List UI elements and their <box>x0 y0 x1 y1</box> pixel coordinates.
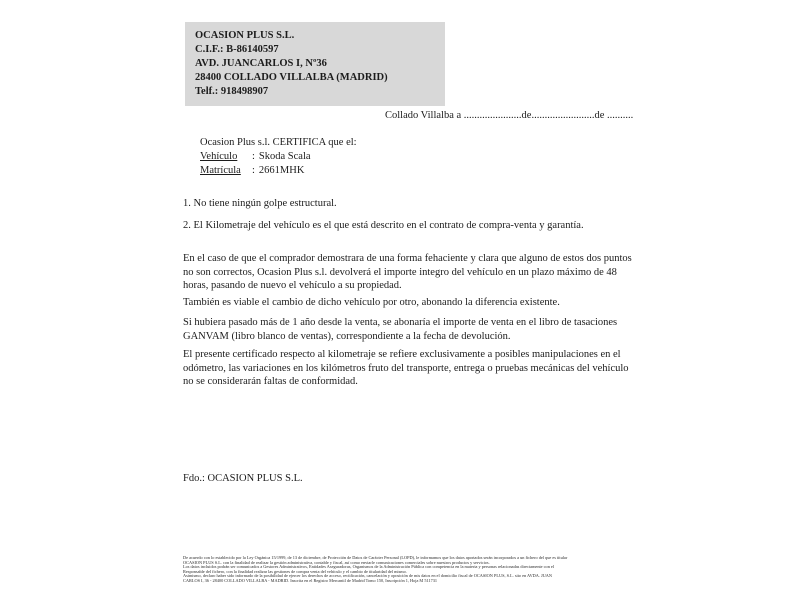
vehicle-separator: : <box>252 151 255 162</box>
point-structural: 1. No tiene ningún golpe estructural. <box>183 198 337 209</box>
company-city: 28400 COLLADO VILLALBA (MADRID) <box>195 72 388 83</box>
plate-value: 2661MHK <box>258 165 305 176</box>
paragraph-ganvam: Si hubiera pasado más de 1 año desde la venta, se abonaría el importe de venta en el libro de tasaciones GANVAM (libro blanco de ventas), correspondiente a la fecha de devolución. <box>183 317 618 342</box>
company-address: AVD. JUANCARLOS I, Nº36 <box>195 58 327 69</box>
point-mileage: 2. El Kilometraje del vehículo es el que está descrito en el contrato de compra-venta y garantía. <box>183 220 584 231</box>
certify-line: Ocasion Plus s.l. CERTIFICA que el: <box>200 137 357 148</box>
vehicle-value: Skoda Scala <box>258 151 311 162</box>
vehicle-label: Vehículo <box>200 151 238 162</box>
paragraph-exchange: También es viable el cambio de dicho vehículo por otro, abonando la diferencia existente. <box>183 297 560 308</box>
paragraph-refund: En el caso de que el comprador demostrara de una forma fehaciente y clara que alguno de estos dos puntos no son correctos, Ocasion Plus s.l. devolverá el importe integro del vehículo en un plazo máximo de 48 horas, pasando de nuevo el vehículo a su propiedad. <box>183 253 632 291</box>
company-phone: Telf.: 918498907 <box>195 86 269 97</box>
legal-fine-print <box>183 556 628 583</box>
company-name: OCASION PLUS S.L. <box>195 30 295 41</box>
certify-block <box>200 136 357 178</box>
vehicle-row <box>200 150 357 164</box>
plate-separator: : <box>252 165 255 176</box>
legal-line: CARLOS I, 36 - 28400 COLLADO VILLALBA - MADRID. Inscrita en el Registro Mercantil de Madrid Tomo 150, Inscripción 1, Hoja M 511731 <box>183 578 438 583</box>
legal-line: De acuerdo con lo establecido por la Ley Orgánica 15/1999, de 13 de diciembre, de Protección de Datos de Carácter Personal (LOPD), le informamos que los datos aportados serán incorporados a un fichero del que es titular <box>183 556 568 560</box>
plate-row <box>200 164 357 178</box>
letterhead-box <box>185 22 445 106</box>
legal-line: Los datos incluidos podrán ser comunicados a Gestores Administrativos, Entidades Aseguradoras, Organismos de la Administración Pública con competencia en la materia y personas relacionadas directamente con el <box>183 565 555 569</box>
signature-line: Fdo.: OCASION PLUS S.L. <box>183 473 303 484</box>
date-line: Collado Villalba a ......................de........................de .......... <box>385 110 634 121</box>
legal-line: Asimismo, declaro haber sido informado de la posibilidad de ejercer los derechos de acceso, rectificación, cancelación y oposición de mis datos en el domicilio fiscal de OCASIÓN PLUS, S.L. sito en AVDA. JUAN <box>183 574 553 578</box>
paragraph-odometer: El presente certificado respecto al kilometraje se refiere exclusivamente a posibles manipulaciones en el odómetro, las variaciones en los kilómetros fruto del transporte, entrega o pruebas mecánicas del vehículo no se considerarán faltas de conformidad. <box>183 349 629 387</box>
legal-line: Responsable del fichero, con la finalidad realizar las gestiones de compra venta del vehículo y el cambio de titularidad del mismo. <box>183 569 407 574</box>
plate-label: Matrícula <box>200 165 241 176</box>
legal-line: OCASIÓN PLUS S.L. con la finalidad de realizar la gestión administrativa, contable y fiscal, así como enviarle comunicaciones comerciales sobre nuestros productos y servicios. <box>183 560 490 565</box>
company-cif: C.I.F.: B-86140597 <box>195 44 279 55</box>
